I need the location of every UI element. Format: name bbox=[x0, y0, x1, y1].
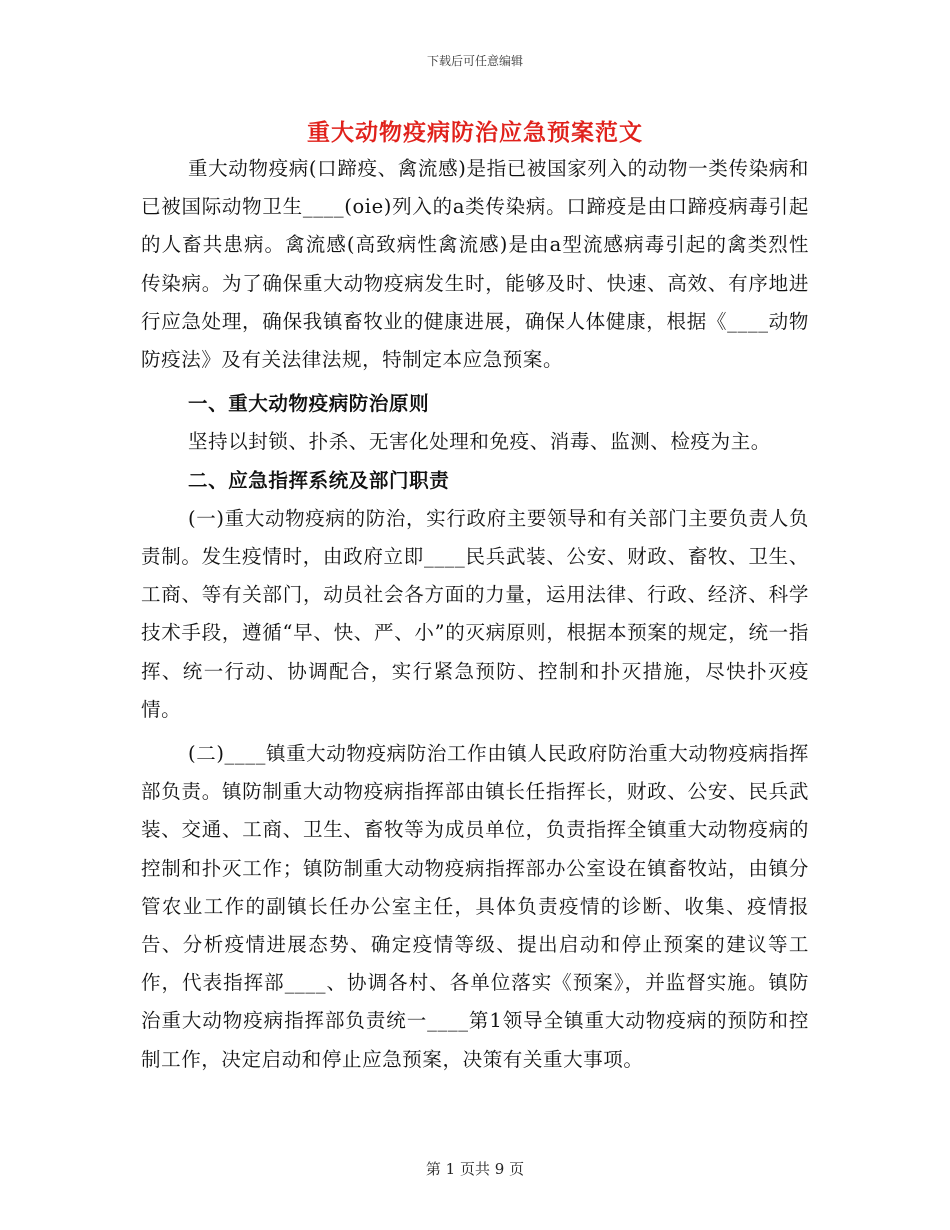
section-2-paragraph-2: (二)____镇重大动物疫病防治工作由镇人民政府防治重大动物疫病指挥部负责。镇防制重大动物疫病指挥部由镇长任指挥长，财政、公安、民兵武装、交通、工商、卫生、畜牧等为成员单位，负责指挥全镇重大动物疫病的控制和扑灭工作；镇防制重大动物疫病指挥部办公室设在镇畜牧站，由镇分管农业工作的副镇长任办公室主任，具体负责疫情的诊断、收集、疫情报告、分析疫情进展态势、确定疫情等级、提出启动和停止预案的建议等工作，代表指挥部____、协调各村、各单位落实《预案》，并监督实施。镇防治重大动物疫病指挥部负责统一____第1领导全镇重大动物疫病的预防和控制工作，决定启动和停止应急预案，决策有关重大事项。 bbox=[141, 742, 809, 1071]
document-body bbox=[141, 150, 809, 1079]
section-2-heading: 二、应急指挥系统及部门职责 bbox=[188, 468, 450, 492]
section-1-text: 坚持以封锁、扑杀、无害化处理和免疫、消毒、监测、检疫为主。 bbox=[188, 430, 771, 454]
page-footer: 第 1 页共 9 页 bbox=[425, 1160, 525, 1178]
intro-paragraph: 重大动物疫病(口蹄疫、禽流感)是指已被国家列入的动物一类传染病和已被国际动物卫生____(oie)列入的a类传染病。口蹄疫是由口蹄疫病毒引起的人畜共患病。禽流感(高致病性禽流感)是由a型流感病毒引起的禽类烈性传染病。为了确保重大动物疫病发生时，能够及时、快速、高效、有序地进行应急处理，确保我镇畜牧业的健康进展，确保人体健康，根据《____动物防疫法》及有关法律法规，特制定本应急预案。 bbox=[141, 157, 809, 372]
section-1-heading: 一、重大动物疫病防治原则 bbox=[188, 392, 430, 416]
section-2-paragraph-1: (一)重大动物疫病的防治，实行政府主要领导和有关部门主要负责人负责制。发生疫情时，由政府立即____民兵武装、公安、财政、畜牧、卫生、工商、等有关部门，动员社会各方面的力量，运用法律、行政、经济、科学技术手段，遵循“早、快、严、小”的灭病原则，根据本预案的规定，统一指挥、统一行动、协调配合，实行紧急预防、控制和扑灭措施，尽快扑灭疫情。 bbox=[141, 506, 809, 721]
document-title: 重大动物疫病防治应急预案范文 bbox=[307, 119, 643, 146]
header-note: 下载后可任意编辑 bbox=[426, 54, 523, 68]
